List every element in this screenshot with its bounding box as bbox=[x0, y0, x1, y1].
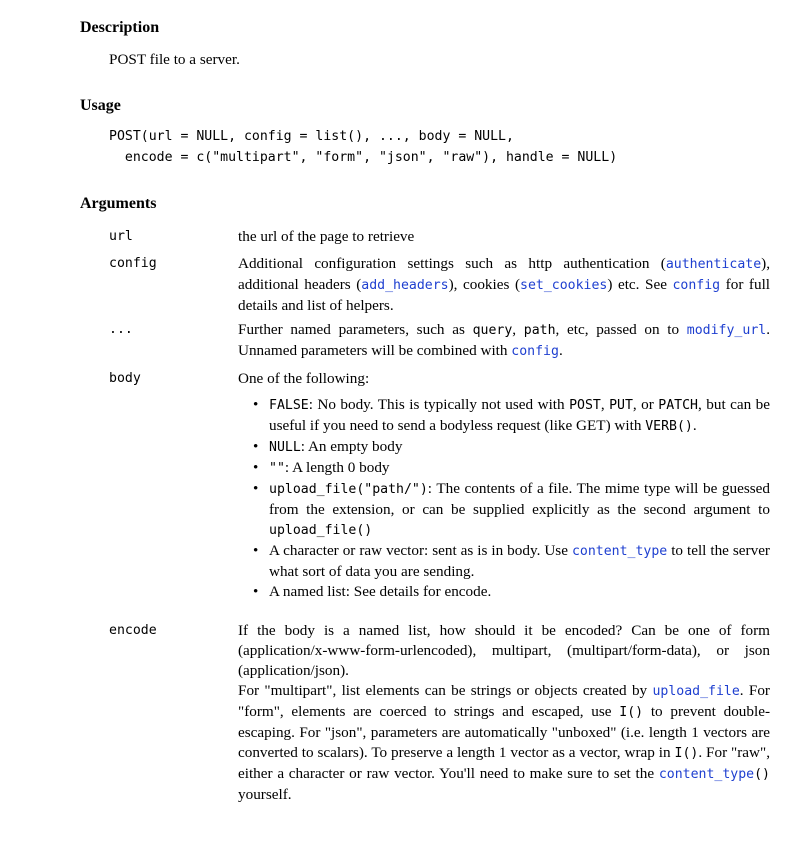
description-text: POST file to a server. bbox=[109, 51, 240, 68]
list-item: • A named list: See details for encode. bbox=[253, 583, 492, 600]
list-item: • NULL: An empty body bbox=[253, 438, 403, 455]
link-upload-file[interactable]: upload_file bbox=[652, 684, 740, 699]
link-config-2[interactable]: config bbox=[511, 344, 559, 359]
link-config[interactable]: config bbox=[672, 278, 721, 293]
usage-heading: Usage bbox=[80, 97, 121, 114]
arg-desc-url: the url of the page to retrieve bbox=[238, 228, 415, 245]
link-content-type[interactable]: content_type bbox=[571, 544, 668, 559]
arg-name-config: config bbox=[109, 256, 157, 271]
arg-name-encode: encode bbox=[109, 623, 157, 638]
link-modify-url[interactable]: modify_url bbox=[686, 323, 767, 338]
link-content-type-2[interactable]: content_type bbox=[658, 767, 755, 782]
link-set-cookies[interactable]: set_cookies bbox=[520, 278, 608, 293]
arg-desc-encode bbox=[238, 621, 770, 805]
arg-name-dots: ... bbox=[109, 322, 133, 337]
link-authenticate[interactable]: authenticate bbox=[665, 257, 762, 272]
encode-paragraph-2: For "multipart", list elements can be strings or objects created by upload_file. For "form", elements are coerced to strings and escaped, use I() to prevent double-escaping. For "json", parameters are automatically "unboxed" (i.e. length 1 vectors are converted to scalars). To preserve a length 1 vector as a vector, wrap in I(). For "raw", either a character or raw vector. You'll need to make sure to set the content_type() yourself. bbox=[238, 682, 771, 803]
list-item: • "": A length 0 body bbox=[253, 459, 390, 476]
arg-desc-config: Additional configuration settings such as http authentication (authenticate), additional headers (add_headers), cookies (set_cookies) etc. See config for full details and list of helpers. bbox=[238, 255, 771, 314]
body-options-list bbox=[238, 395, 770, 602]
encode-paragraph-1: If the body is a named list, how should it be encoded? Can be one of form (application/x-www-form-urlencoded), multipart, (multipart/form-data), or json (application/json). bbox=[238, 622, 770, 679]
usage-line-1: POST(url = NULL, config = list(), ..., body = NULL, bbox=[109, 129, 514, 144]
list-item: • A character or raw vector: sent as is in body. Use content_type to tell the server what sort of data you are sending. bbox=[253, 542, 770, 580]
link-add-headers[interactable]: add_headers bbox=[361, 278, 449, 293]
arg-desc-dots: Further named parameters, such as query, path, etc, passed on to modify_url. Unnamed parameters will be combined with config. bbox=[238, 321, 770, 359]
arg-desc-body bbox=[238, 369, 770, 602]
arg-name-body: body bbox=[109, 371, 141, 386]
list-item: • FALSE: No body. This is typically not used with POST, PUT, or PATCH, but can be useful if you need to send a bodyless request (like GET) with VERB(). bbox=[253, 396, 770, 434]
arg-name-url: url bbox=[109, 229, 133, 244]
description-heading: Description bbox=[80, 19, 160, 36]
usage-line-2: encode = c("multipart", "form", "json", "raw"), handle = NULL) bbox=[109, 150, 618, 165]
list-item: • upload_file("path/"): The contents of a file. The mime type will be guessed from the extension, or can be supplied explicitly as the second argument to upload_file() bbox=[253, 480, 770, 538]
arguments-heading: Arguments bbox=[80, 195, 157, 212]
body-intro: One of the following: bbox=[238, 370, 370, 387]
